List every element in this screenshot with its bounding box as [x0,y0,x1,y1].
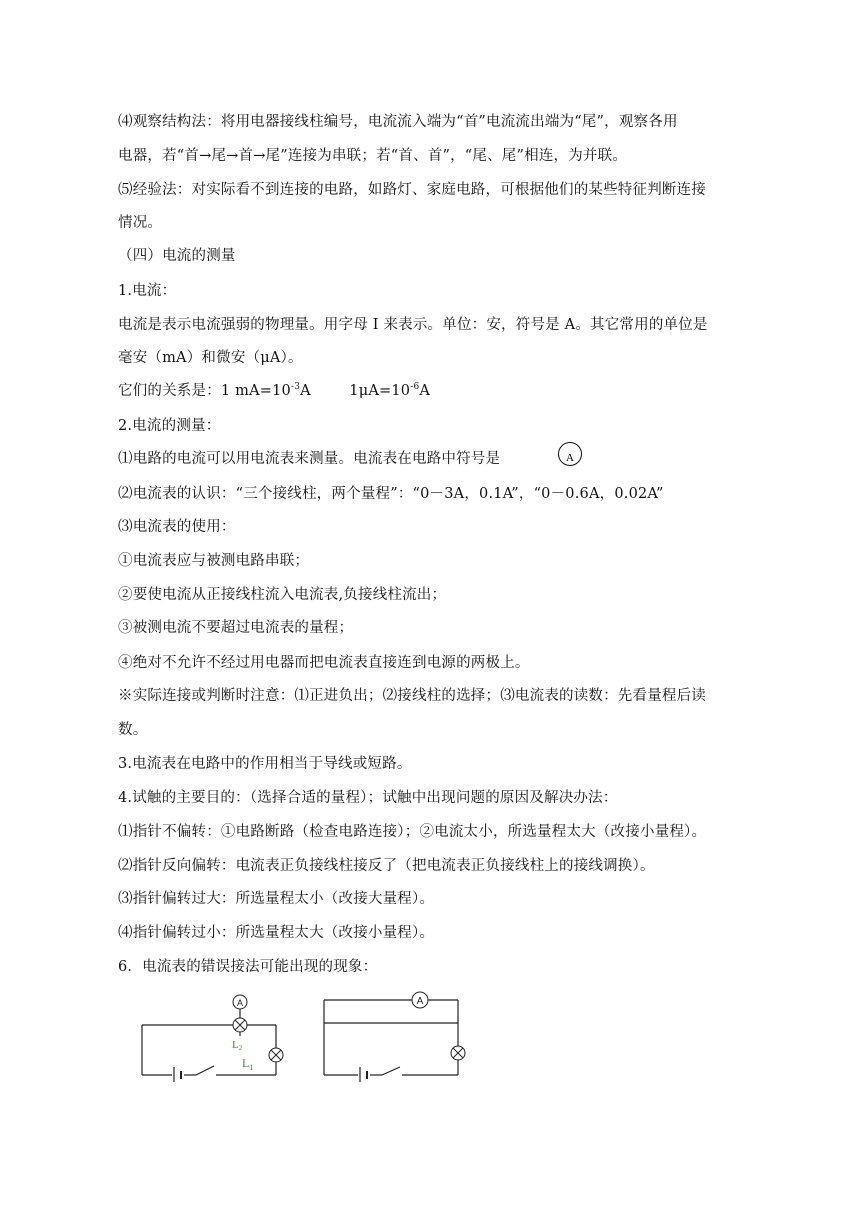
relation-suffix: A [419,383,431,399]
ammeter-icon [233,995,247,1009]
text-line-2: 电器，若“首→尾→首→尾”连接为串联；若“首、首”，“尾、尾”相连，为并联。 [118,148,628,164]
text-line-19: 数。 [118,722,148,738]
relation-middle: A 1μA=10 [300,383,411,399]
switch-blade [196,1066,214,1075]
ammeter-letter: A [236,998,244,1008]
section-heading: （四）电流的测量 [118,248,236,264]
lamp-l1-icon [269,1048,283,1062]
lamp-icon [451,1046,465,1060]
text-line-13: ⑶电流表的使用： [118,519,236,535]
text-line-22: ⑴指针不偏转：①电路断路（检查电路连接）；②电流太小，所选量程太大（改接小量程）。 [118,824,707,840]
relation-exponent-2: -6 [410,382,420,393]
text-line-23: ⑵指针反向偏转：电流表正负接线柱接反了（把电流表正负接线柱上的接线调换）。 [118,858,655,874]
ammeter-icon [412,992,428,1008]
text-line-12: ⑵电流表的认识：“三个接线柱，两个量程”：“0－3A，0.1A”，“0－0.6A，0.02A” [118,486,664,502]
circuit-diagram-left [136,990,291,1082]
text-line-15: ②要使电流从正接线柱流入电流表,负接线柱流出； [118,587,447,603]
text-line-25: ⑷指针偏转过小：所选量程太大（改接小量程）。 [118,925,435,941]
text-line-7: 电流是表示电流强弱的物理量。用字母 I 来表示。单位：安，符号是 A。其它常用的单位是 [118,317,708,333]
text-line-16: ③被测电流不要超过电流表的量程； [118,620,354,636]
text-line-17: ④绝对不允许不经过用电器而把电流表直接连到电源的两极上。 [118,655,530,671]
ammeter-letter: A [416,996,424,1007]
text-line-21: 4.试触的主要目的：（选择合适的量程）；试触中出现问题的原因及解决办法： [118,790,618,806]
lamp-l2-icon [233,1018,247,1032]
circuit-diagram-right [318,990,468,1082]
text-line-20: 3.电流表在电路中的作用相当于导线或短路。 [118,756,412,772]
switch-blade [382,1067,400,1075]
relation-exponent-1: -3 [290,382,301,393]
subheading-measure: 2.电流的测量： [118,418,221,434]
text-line-18: ※实际连接或判断时注意：⑴正进负出；⑵接线柱的选择；⑶电流表的读数：先看量程后读 [118,688,706,704]
ammeter-symbol-icon [557,441,583,467]
text-line-14: ①电流表应与被测电路串联； [118,553,310,569]
battery-icon [360,1067,367,1082]
text-line-24: ⑶指针偏转过大：所选量程太小（改接大量程）。 [118,891,435,907]
text-line-26: 6．电流表的错误接法可能出现的现象： [118,959,378,975]
text-line-8: 毫安（mA）和微安（μA）。 [118,350,303,366]
text-line-11: ⑴电路的电流可以用电流表来测量。电流表在电路中符号是 [118,451,501,467]
relation-prefix: 它们的关系是：1 mA=10 [118,383,291,399]
lamp-l2-label: L2 [232,1039,243,1052]
text-line-4: 情况。 [118,215,163,231]
battery-icon [174,1067,181,1082]
text-line-3: ⑸经验法：对实际看不到连接的电路，如路灯、家庭电路，可根据他们的某些特征判断连接 [118,182,706,198]
subheading-current: 1.电流： [118,283,177,299]
unit-relation-line [118,381,430,401]
text-line-1: ⑷观察结构法：将用电器接线柱编号，电流流入端为“首”电流流出端为“尾”，观察各用 [118,114,678,130]
ammeter-symbol-letter: A [566,452,574,464]
lamp-l1-label: $L_1$ [242,1056,254,1072]
